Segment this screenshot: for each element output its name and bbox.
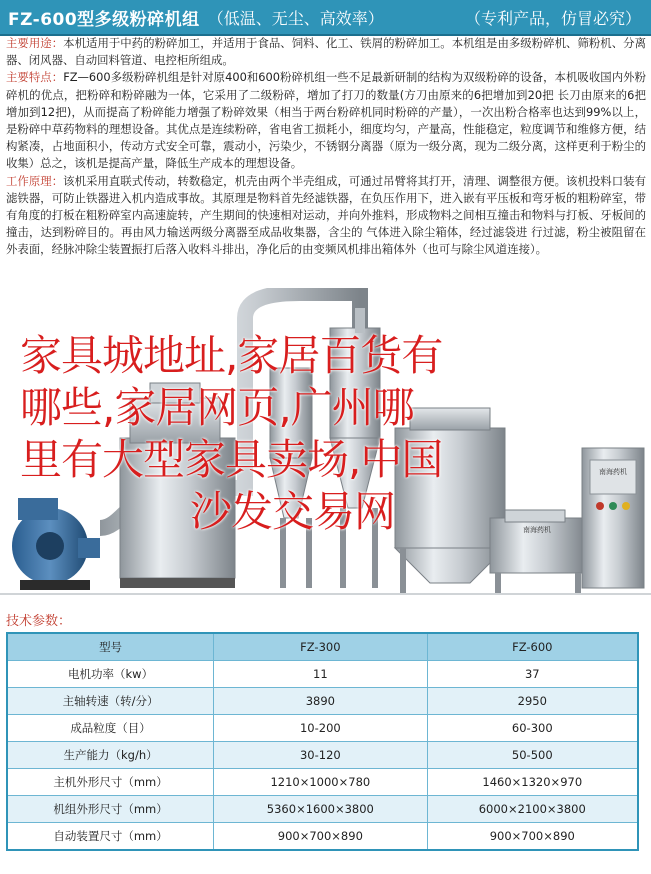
spec-value-cell: 30-120 (214, 742, 427, 769)
usage-label: 主要用途： (6, 36, 64, 50)
table-row (7, 715, 638, 742)
spec-value-cell: 60-300 (427, 715, 638, 742)
cabinet-brand-label: 南海药机 (599, 468, 627, 476)
spec-param-cell: 电机功率（kw） (7, 661, 214, 688)
page-header (0, 0, 651, 36)
features-text: FZ—600多级粉碎机组是针对原400和600粉碎机组一些不足最新研制的结构为双级粉碎的设备，本机吸收国内外粉碎机的优点，把粉碎和粉碎融为一体，它采用了二级粉碎，增加了打刀的数量(方刀由原来的6把增加到20把 长刀由原来的6把增加到12把)，从而提高了粉碎能力增强了粉碎效果（相当于两台粉碎机同时粉碎的产量），一次出粉合格率也达到99%以上，是粉碎中草药物料的理想设备。其优点是连续粉碎，省电省工损耗小，细度均匀，产量高，性能稳定，粒度调节和维修方便，结构紧凑，占地面积小，传动方式安全可靠，震动小，污染少，不锈钢分离器（原为一级分离，现为二级分离，这样更利于粉尘的收集）总之，该机是提高产量，降低生产成本的理想设备。 (6, 70, 646, 171)
overlay-text (20, 330, 630, 538)
spec-value-cell: 900×700×890 (214, 823, 427, 851)
principle-text: 该机采用直联式传动，转数稳定，机壳由两个半壳组成，可通过吊臂将其打开，清理、调整很方便。该机投料口装有滤铁器，可防止铁器进入机内造成事故。其原理是物料首先经滤铁器，在负压作用下，进入嵌有平压板和弯牙板的粗粉碎室，带有角度的打板在粗粉碎室内高速旋转，产生期间的快速相对运动，并向外推料，形成物料之间相互撞击和物料与打板、牙板间的撞击，达到粉碎目的。再由风力输送两级分离器至成品收集器，含尘的 气体进入除尘箱体，经过滤袋进 行过滤，粉尘被阻留在外表面，经脉冲除尘装置振打后落入收料斗排出，净化后的由变频风机排出箱体外（也可与除尘风道连接）。 (6, 173, 646, 257)
patent-notice: （专利产品，仿冒必究） (464, 8, 641, 28)
table-row (7, 742, 638, 769)
overlay-line-2: 哪些,家居网页,广州哪 (20, 383, 414, 432)
product-title: FZ-600型多级粉碎机组 (8, 9, 200, 30)
table-row (7, 661, 638, 688)
table-row (7, 796, 638, 823)
table-row (7, 688, 638, 715)
spec-value-cell: 37 (427, 661, 638, 688)
spec-header-cell: FZ-300 (214, 633, 427, 661)
spec-value-cell: 5360×1600×3800 (214, 796, 427, 823)
spec-value-cell: 2950 (427, 688, 638, 715)
overlay-line-3: 里有大型家具卖场,中国 (20, 435, 443, 484)
spec-header-row (7, 633, 638, 661)
spec-value-cell: 900×700×890 (427, 823, 638, 851)
spec-value-cell: 50-500 (427, 742, 638, 769)
spec-param-cell: 主轴转速（转/分） (7, 688, 214, 715)
spec-param-cell: 成品粒度（目） (7, 715, 214, 742)
table-row (7, 769, 638, 796)
spec-param-cell: 生产能力（kg/h） (7, 742, 214, 769)
features-label: 主要特点： (6, 70, 64, 85)
product-description (6, 35, 646, 259)
principle-label: 工作原理： (6, 173, 64, 188)
usage-text: 本机适用于中药的粉碎加工，并适用于食品、饲料、化工、铁屑的粉碎加工。本机组是由多级粉碎机、筛粉机、分离器、闭风器、自动回料管道、电控柜所组成。 (6, 36, 646, 68)
table-row (7, 823, 638, 851)
principle-paragraph (6, 173, 646, 259)
usage-paragraph (6, 35, 646, 69)
overlay-line-1: 家具城地址,家居百货有 (20, 331, 443, 380)
spec-header-cell: FZ-600 (427, 633, 638, 661)
spec-value-cell: 1210×1000×780 (214, 769, 427, 796)
spec-value-cell: 11 (214, 661, 427, 688)
spec-table (6, 632, 639, 851)
product-subtitle: （低温、无尘、高效率） (207, 8, 384, 28)
spec-value-cell: 6000×2100×3800 (427, 796, 638, 823)
features-paragraph (6, 69, 646, 172)
spec-value-cell: 1460×1320×970 (427, 769, 638, 796)
spec-title: 技术参数： (6, 614, 72, 629)
spec-param-cell: 自动装置尺寸（mm） (7, 823, 214, 851)
spec-param-cell: 主机外形尺寸（mm） (7, 769, 214, 796)
spec-param-cell: 机组外形尺寸（mm） (7, 796, 214, 823)
spec-value-cell: 10-200 (214, 715, 427, 742)
spec-header-cell: 型号 (7, 633, 214, 661)
spec-value-cell: 3890 (214, 688, 427, 715)
sieve-brand-label: 南海药机 (523, 526, 551, 534)
overlay-line-4: 沙发交易网 (190, 487, 396, 536)
